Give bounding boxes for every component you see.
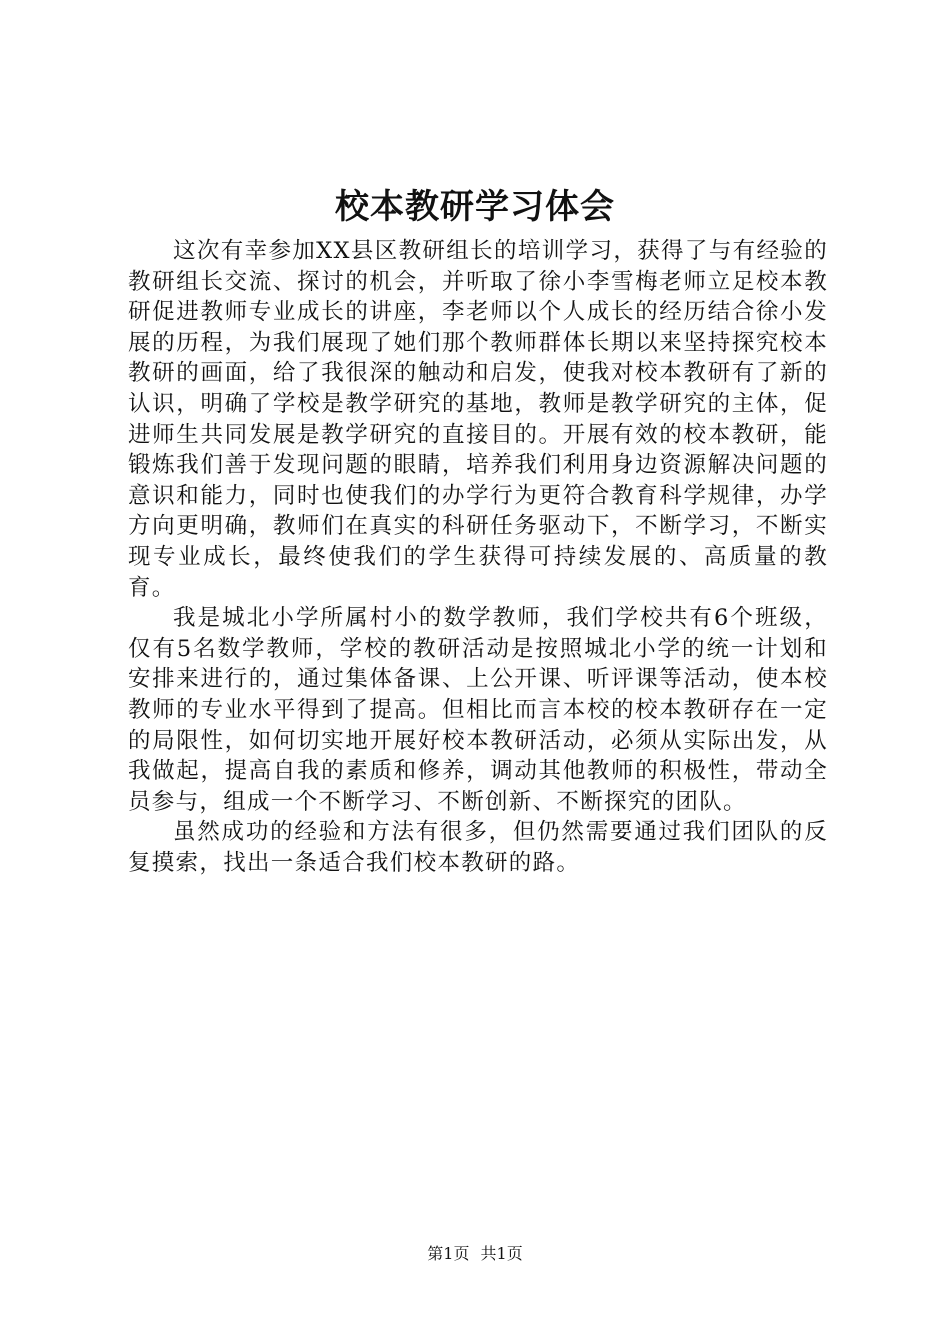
document-title: 校本教研学习体会 [335,187,615,227]
paragraph-1: 这次有幸参加XX县区教研组长的培训学习，获得了与有经验的教研组长交流、探讨的机会，并听取了徐小李雪梅老师立足校本教研促进教师专业成长的讲座，李老师以个人成长的经历结合徐小发展的历程，为我们展现了她们那个教师群体长期以来坚持探究校本教研的画面，给了我很深的触动和启发，使我对校本教研有了新的认识，明确了学校是教学研究的基地，教师是教学研究的主体，促进师生共同发展是教学研究的直接目的。开展有效的校本教研，能锻炼我们善于发现问题的眼睛，培养我们利用身边资源解决问题的意识和能力，同时也使我们的办学行为更符合教育科学规律，办学方向更明确，教师们在真实的科研任务驱动下，不断学习，不断实现专业成长，最终使我们的学生获得可持续发展的、高质量的教育。 [128,238,828,601]
paragraph-3: 虽然成功的经验和方法有很多，但仍然需要通过我们团队的反复摸索，找出一条适合我们校本教研的路。 [128,819,828,876]
page-number: 第1页 [427,1244,470,1263]
page-footer [0,1242,950,1266]
paragraph-2: 我是城北小学所属村小的数学教师，我们学校共有6个班级，仅有5名数学教师，学校的教研活动是按照城北小学的统一计划和安排来进行的，通过集体备课、上公开课、听评课等活动，使本校教师的专业水平得到了提高。但相比而言本校的校本教研存在一定的局限性，如何切实地开展好校本教研活动，必须从实际出发，从我做起，提高自我的素质和修养，调动其他教师的积极性，带动全员参与，组成一个不断学习、不断创新、不断探究的团队。 [128,605,828,815]
page-total: 共1页 [480,1244,523,1263]
document-body [128,236,828,878]
